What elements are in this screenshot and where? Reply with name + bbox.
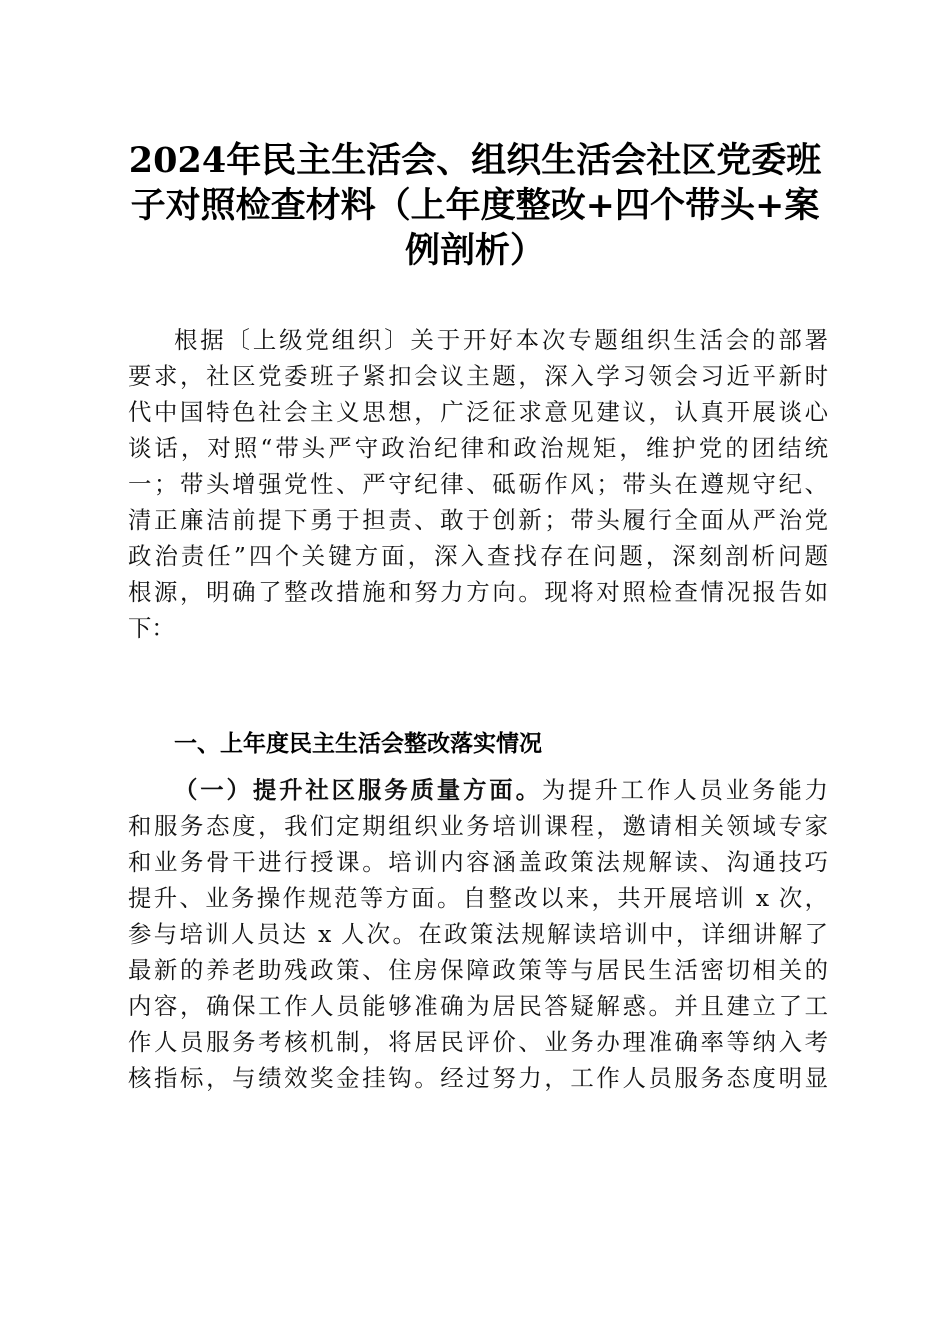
title-line: 子对照检查材料（上年度整改+四个带头+案 [130, 185, 820, 226]
paragraph-line: 核指标，与绩效奖金挂钩。经过努力，工作人员服务态度明显 [128, 1064, 828, 1092]
paragraph-line: 最新的养老助残政策、住房保障政策等与居民生活密切相关的 [128, 956, 828, 984]
paragraph-line: 代中国特色社会主义思想，广泛征求意见建议，认真开展谈心 [128, 398, 828, 426]
paragraph-line: 一；带头增强党性、严守纪律、砥砺作风；带头在遵规守纪、 [128, 470, 828, 498]
subsection-paragraph [128, 772, 828, 1096]
title-line: 2024年民主生活会、组织生活会社区党委班 [128, 140, 822, 181]
intro-paragraph [128, 322, 828, 646]
section-heading: 一、上年度民主生活会整改落实情况 [174, 731, 542, 757]
paragraph-text: 为提升工作人员业务能力 [541, 776, 829, 804]
paragraph-line: 和服务态度，我们定期组织业务培训课程，邀请相关领域专家 [128, 812, 828, 840]
subsection-label: （一）提升社区服务质量方面。 [174, 776, 542, 804]
paragraph-line: 要求，社区党委班子紧扣会议主题，深入学习领会习近平新时 [128, 362, 828, 390]
paragraph-line: 谈话，对照“带头严守政治纪律和政治规矩，维护党的团结统 [128, 434, 828, 462]
paragraph-line: 政治责任”四个关键方面，深入查找存在问题，深刻剖析问题 [128, 542, 828, 570]
paragraph-line: 内容，确保工作人员能够准确为居民答疑解惑。并且建立了工 [128, 992, 828, 1020]
paragraph-line: 根源，明确了整改措施和努力方向。现将对照检查情况报告如 [128, 578, 828, 606]
document-title [120, 138, 830, 273]
paragraph-line: 提升、业务操作规范等方面。自整改以来，共开展培训 x 次， [128, 884, 828, 912]
paragraph-line [128, 772, 828, 808]
paragraph-line: 作人员服务考核机制，将居民评价、业务办理准确率等纳入考 [128, 1028, 828, 1056]
paragraph-line: 根据〔上级党组织〕关于开好本次专题组织生活会的部署 [174, 326, 828, 354]
paragraph-line: 清正廉洁前提下勇于担责、敢于创新；带头履行全面从严治党 [128, 506, 828, 534]
title-line: 例剖析） [404, 230, 545, 271]
paragraph-line: 和业务骨干进行授课。培训内容涵盖政策法规解读、沟通技巧 [128, 848, 828, 876]
paragraph-line: 下： [128, 614, 175, 642]
paragraph-line: 参与培训人员达 x 人次。在政策法规解读培训中，详细讲解了 [128, 920, 828, 948]
